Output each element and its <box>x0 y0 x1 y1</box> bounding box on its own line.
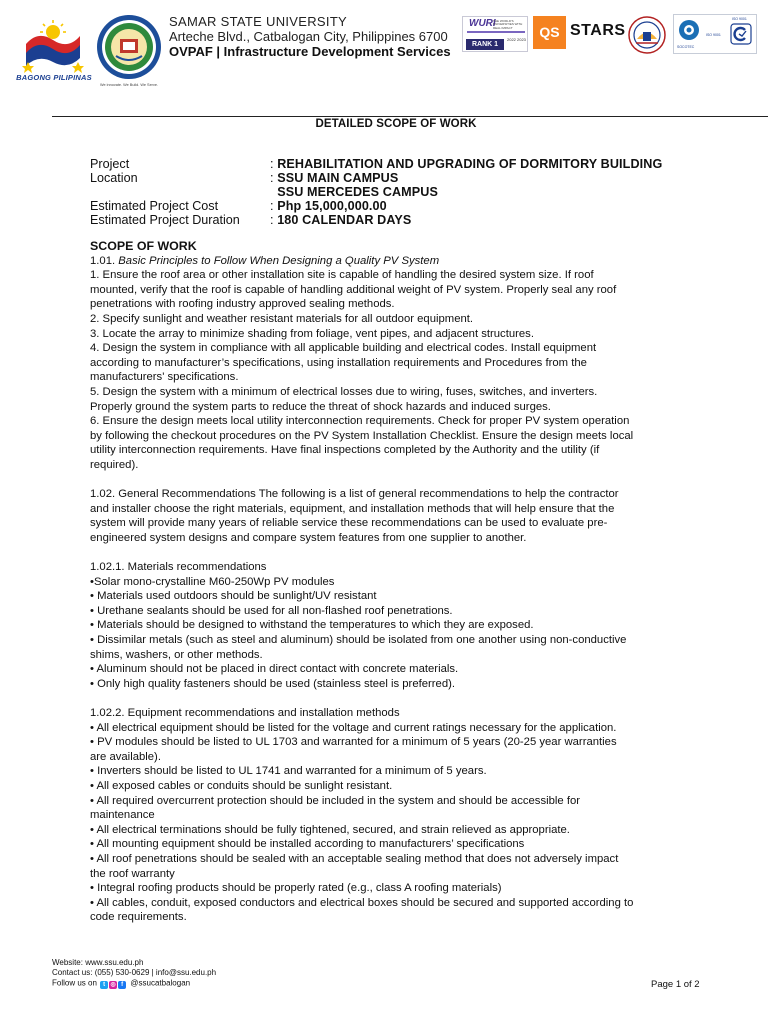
section-101-heading <box>90 254 710 269</box>
body-text-line: • Integral roofing products should be properly rated (e.g., class A roofing materials) <box>90 882 502 895</box>
body-text-line: according to manufacturer’s specifications, using installation requirements and Procedures from the <box>90 356 587 369</box>
social-handle[interactable]: @ssucatbalogan <box>130 978 191 988</box>
body-text-line: 5. Design the system with a minimum of electrical losses due to wiring, fuses, switches, and inverters. <box>90 385 598 398</box>
project-info-label: Location <box>90 171 138 185</box>
project-info-text: SSU MERCEDES CAMPUS <box>277 185 438 199</box>
document-title: DETAILED SCOPE OF WORK <box>315 118 477 130</box>
paragraph-gap <box>90 545 710 560</box>
project-info-text: REHABILITATION AND UPGRADING OF DORMITORY BUILDING <box>277 157 663 171</box>
wuri-years: 2022 2023 <box>507 37 526 42</box>
footer-website: Website: www.ssu.edu.ph <box>52 958 144 967</box>
section-101-title: Basic Principles to Follow When Designing a Quality PV System <box>118 254 440 267</box>
socotec-icon <box>678 19 700 41</box>
wuri-ranking-badge <box>462 16 528 52</box>
footer-follow <box>52 978 216 989</box>
body-text-line: • Urethane sealants should be used for all non-flashed roof penetrations. <box>90 604 453 617</box>
body-text-line: 1.02.1. Materials recommendations <box>90 561 267 574</box>
body-text-line: • PV modules should be listed to UL 1703 and warranted for a minimum of 5 years (20-25 year warranties <box>90 736 617 749</box>
body-text-line: penetrations with roofing industry approved sealing methods. <box>90 298 395 311</box>
body-lines <box>90 268 710 925</box>
project-info-value <box>270 213 411 227</box>
section-101-number: 1.01. <box>90 254 119 267</box>
qs-logo: QS <box>533 16 566 49</box>
iso-certification-badges <box>673 14 757 54</box>
facebook-icon[interactable]: f <box>118 981 126 989</box>
footer-contact-line: Contact us: (055) 530-0629 | info@ssu.edu.ph <box>52 968 217 977</box>
body-text-line: Properly ground the system parts to reduce the threat of shock hazards and induced surges. <box>90 400 551 413</box>
body-text-line: •Solar mono-crystalline M60-250Wp PV modules <box>90 575 335 588</box>
university-address: Arteche Blvd., Catbalogan City, Philippines 6700 <box>169 29 448 44</box>
project-info-colon: : <box>270 213 278 227</box>
body-text-line: mounted, verify that the roof is capable of handling additional weight of PV system. Properly seal any roof <box>90 283 617 296</box>
body-text-line: and installer choose the right materials, equipment, and installation methods that will help ensure that the <box>90 502 615 515</box>
body-text-line: utility interconnection requirements. Have final inspections completed by the Authority and the utility (if <box>90 444 600 457</box>
project-info-colon: : <box>270 157 278 171</box>
cert-mark-icon <box>730 23 752 45</box>
body-text-line: the roof warranty <box>90 867 175 880</box>
university-name: SAMAR STATE UNIVERSITY <box>169 14 348 29</box>
body-text-line: 6. Ensure the design meets local utility interconnection requirements. Check for proper PV system operation <box>90 415 630 428</box>
instagram-icon[interactable]: ◎ <box>110 982 116 988</box>
ssu-seal-logo <box>96 14 162 80</box>
body-text-line: 4. Design the system in compliance with all applicable building and electrical codes. Install equipment <box>90 342 597 355</box>
project-info-value <box>270 157 662 171</box>
body-text-line: • Inverters should be listed to UL 1741 and warranted for a minimum of 5 years. <box>90 765 487 778</box>
twitter-icon[interactable]: t <box>100 981 108 989</box>
body-text-line: • Only high quality fasteners should be used (stainless steel is preferred). <box>90 677 456 690</box>
university-info <box>169 14 451 59</box>
project-info-colon: : <box>270 199 278 213</box>
project-info-value <box>270 185 438 199</box>
wuri-rank: RANK 1 <box>466 39 504 50</box>
paragraph-gap <box>90 691 710 706</box>
body-text-line: by following the checkout procedures on the PV System Installation Checklist. Ensure the design meets local <box>90 429 634 442</box>
body-text-line: • All electrical equipment should be listed for the voltage and current ratings necessary for the application. <box>90 721 617 734</box>
scope-heading: SCOPE OF WORK <box>90 239 197 253</box>
office-name: OVPAF | Infrastructure Development Services <box>169 44 451 59</box>
body-text-line: are available). <box>90 750 161 763</box>
body-text-line: 1. Ensure the roof area or other installation site is capable of handling the desired system size. If roof <box>90 269 594 282</box>
body-text-line: • All cables, conduit, exposed conductors and electrical boxes should be secured and supported according to <box>90 896 634 909</box>
wuri-subtitle: THE WORLD'S UNIVERSITIES WITH REAL IMPACT <box>493 19 523 30</box>
body-text-line: 2. Specify sunlight and weather resistant materials for all outdoor equipment. <box>90 312 474 325</box>
body-text-line: engineered system designs and compare system features from one supplier to another. <box>90 531 527 544</box>
iso-label-b: ISO 9001 <box>732 17 747 21</box>
body-text-line: • All exposed cables or conduits should be sunlight resistant. <box>90 779 393 792</box>
body-text-line: shims, washers, or other methods. <box>90 648 263 661</box>
project-info-label: Project <box>90 157 130 171</box>
body-text-line: • All electrical terminations should be fully tightened, secured, and strain relieved as appropriate. <box>90 823 570 836</box>
body-text-line: 1.02. General Recommendations The following is a list of general recommendations to help the contractor <box>90 488 619 501</box>
project-info-text: 180 CALENDAR DAYS <box>277 213 412 227</box>
body-text-line: system will provide many years of reliable service these recommendations can be used to evaluate pre- <box>90 517 608 530</box>
ssu-motto: We innovate. We Build. We Serve. <box>99 83 159 87</box>
body-text-line: manufacturers' specifications. <box>90 371 239 384</box>
institutional-seal-icon <box>628 16 666 54</box>
body-text-line: • Aluminum should not be placed in direct contact with concrete materials. <box>90 663 459 676</box>
letterhead <box>0 0 768 116</box>
body-text-line: • All roof penetrations should be sealed with an acceptable sealing method that does not adversely impact <box>90 852 619 865</box>
body-text-line: • Dissimilar metals (such as steel and aluminum) should be isolated from one another using non-conductive <box>90 634 627 647</box>
page-number: Page 1 of 2 <box>651 979 700 990</box>
footer-contact <box>52 958 216 989</box>
footer-follow-label: Follow us on <box>52 978 97 988</box>
body-text-line: • All required overcurrent protection should be included in the system and should be accessible for <box>90 794 581 807</box>
header-divider <box>52 116 768 117</box>
body-text-line: maintenance <box>90 809 155 822</box>
project-info-text: SSU MAIN CAMPUS <box>277 171 399 185</box>
project-info-value <box>270 199 387 213</box>
body-text-line: • All mounting equipment should be installed according to manufacturers’ specifications <box>90 838 525 851</box>
body-text-line: • Materials should be designed to withstand the temperatures to which they are exposed. <box>90 619 534 632</box>
qs-stars-label: STARS <box>570 22 626 39</box>
iso-label-a: ISO 9001 <box>706 33 721 37</box>
body-text-line: • Materials used outdoors should be sunlight/UV resistant <box>90 590 377 603</box>
project-info-colon: : <box>270 171 278 185</box>
scope-of-work-content <box>90 239 710 925</box>
socotec-label: SOCOTEC <box>677 45 695 49</box>
bagong-pilipinas-text: BAGONG PILIPINAS <box>16 73 92 82</box>
paragraph-gap <box>90 473 710 488</box>
wuri-divider <box>467 31 525 33</box>
social-icons <box>100 978 127 989</box>
wuri-label: WURI <box>469 18 496 29</box>
project-info-label: Estimated Project Duration <box>90 213 240 227</box>
project-info-label: Estimated Project Cost <box>90 199 219 213</box>
body-text-line: code requirements. <box>90 911 187 924</box>
body-text-line: required). <box>90 458 139 471</box>
body-text-line: 3. Locate the array to minimize shading from foliage, vent pipes, and adjacent structures. <box>90 327 534 340</box>
project-info-text: Php 15,000,000.00 <box>277 199 387 213</box>
project-info-value <box>270 171 398 185</box>
body-text-line: 1.02.2. Equipment recommendations and installation methods <box>90 707 400 719</box>
